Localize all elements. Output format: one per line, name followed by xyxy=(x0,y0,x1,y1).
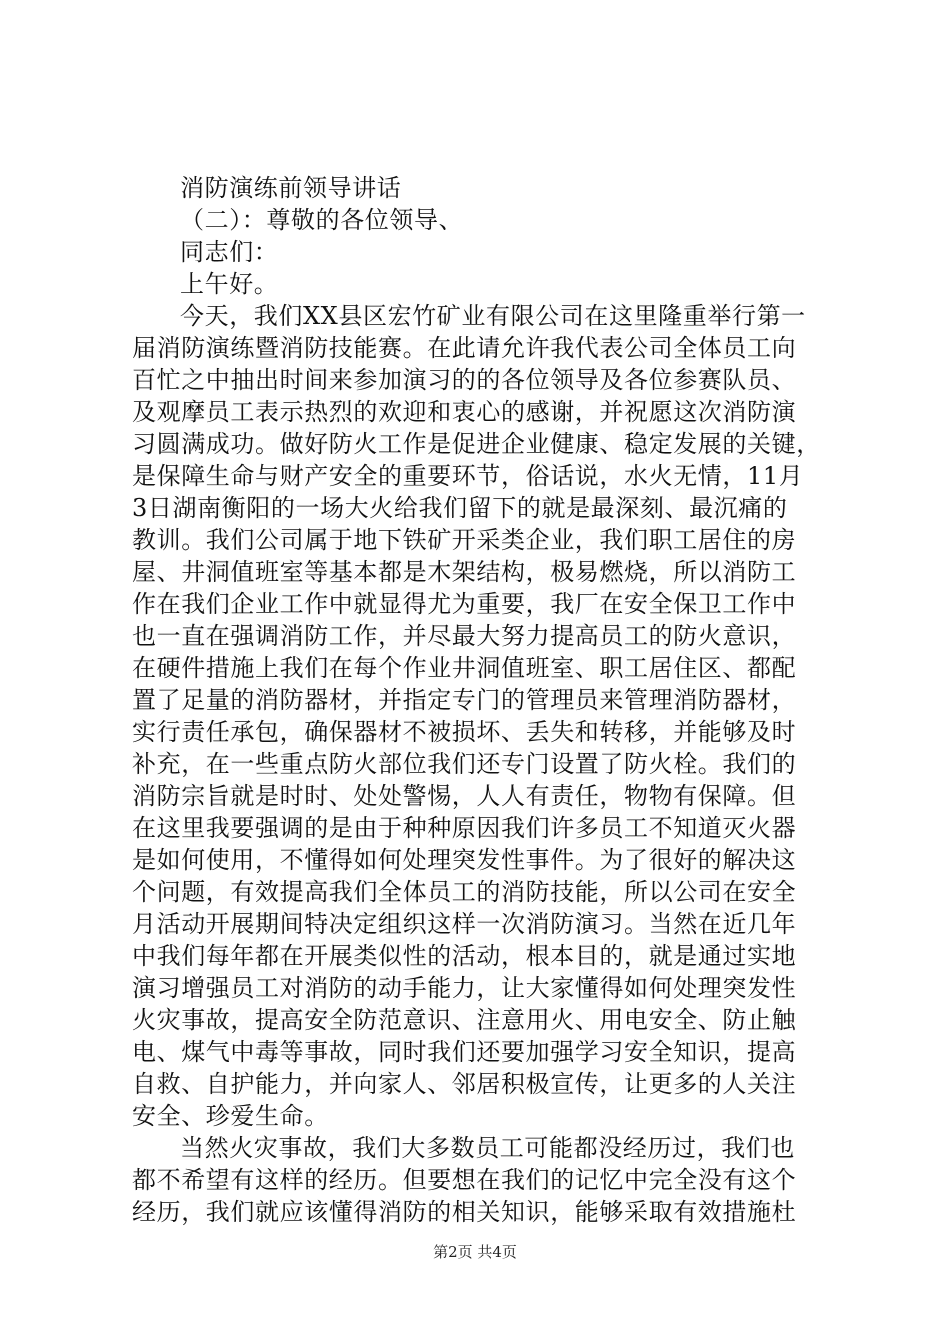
paragraph-line: 补充，在一些重点防火部位我们还专门设置了防火栓。我们的 xyxy=(132,750,797,778)
paragraph-line: 今天，我们XX县区宏竹矿业有限公司在这里隆重举行第一 xyxy=(180,302,806,330)
paragraph-line: 经历，我们就应该懂得消防的相关知识，能够采取有效措施杜 xyxy=(132,1198,797,1226)
paragraph-line: 3日湖南衡阳的一场大火给我们留下的就是最深刻、最沉痛的 xyxy=(132,494,788,522)
paragraph-line: 实行责任承包，确保器材不被损坏、丢失和转移，并能够及时 xyxy=(132,718,797,746)
paragraph-line: 消防宗旨就是时时、处处警惕，人人有责任，物物有保障。但 xyxy=(132,782,797,810)
paragraph-line: 都不希望有这样的经历。但要想在我们的记忆中完全没有这个 xyxy=(132,1166,797,1194)
paragraph-line: 当然火灾事故，我们大多数员工可能都没经历过，我们也 xyxy=(180,1134,795,1162)
subtitle-salutation: （二）：尊敬的各位领导、 xyxy=(180,206,464,234)
paragraph-line: 自救、自护能力，并向家人、邻居积极宣传，让更多的人关注 xyxy=(132,1070,797,1098)
paragraph-line: 安全、珍爱生命。 xyxy=(132,1102,329,1130)
paragraph-line: 教训。我们公司属于地下铁矿开采类企业，我们职工居住的房 xyxy=(132,526,797,554)
paragraph-line: 置了足量的消防器材，并指定专门的管理员来管理消防器材， xyxy=(132,686,797,714)
paragraph-line: 月活动开展期间特决定组织这样一次消防演习。当然在近几年 xyxy=(132,910,797,938)
paragraph-line: 作在我们企业工作中就显得尤为重要，我厂在安全保卫工作中 xyxy=(132,590,797,618)
paragraph-line: 个问题，有效提高我们全体员工的消防技能，所以公司在安全 xyxy=(132,878,797,906)
paragraph-line: 火灾事故，提高安全防范意识、注意用火、用电安全、防止触 xyxy=(132,1006,797,1034)
paragraph-line: 及观摩员工表示热烈的欢迎和衷心的感谢，并祝愿这次消防演 xyxy=(132,398,797,426)
paragraph-line: 中我们每年都在开展类似性的活动，根本目的，就是通过实地 xyxy=(132,942,797,970)
paragraph-line: 是保障生命与财产安全的重要环节，俗话说，水火无情，11月 xyxy=(132,462,804,490)
paragraph-line: 在硬件措施上我们在每个作业井洞值班室、职工居住区、都配 xyxy=(132,654,797,682)
paragraph-line: 也一直在强调消防工作，并尽最大努力提高员工的防火意识， xyxy=(132,622,797,650)
paragraph-line: 电、煤气中毒等事故，同时我们还要加强学习安全知识，提高 xyxy=(132,1038,797,1066)
paragraph-line: 届消防演练暨消防技能赛。在此请允许我代表公司全体员工向 xyxy=(132,334,797,362)
salutation-comrades: 同志们： xyxy=(180,238,279,266)
paragraph-line: 习圆满成功。做好防火工作是促进企业健康、稳定发展的关键， xyxy=(132,430,821,458)
speech-title: 消防演练前领导讲话 xyxy=(180,174,402,202)
paragraph-line: 屋、井洞值班室等基本都是木架结构，极易燃烧，所以消防工 xyxy=(132,558,797,586)
paragraph-line: 演习增强员工对消防的动手能力，让大家懂得如何处理突发性 xyxy=(132,974,797,1002)
greeting: 上午好。 xyxy=(180,270,279,298)
paragraph-line: 百忙之中抽出时间来参加演习的的各位领导及各位参赛队员、 xyxy=(132,366,797,394)
page-number-footer: 第2页 共4页 xyxy=(433,1243,517,1261)
paragraph-line: 是如何使用，不懂得如何处理突发性事件。为了很好的解决这 xyxy=(132,846,797,874)
paragraph-line: 在这里我要强调的是由于种种原因我们许多员工不知道灭火器 xyxy=(132,814,797,842)
